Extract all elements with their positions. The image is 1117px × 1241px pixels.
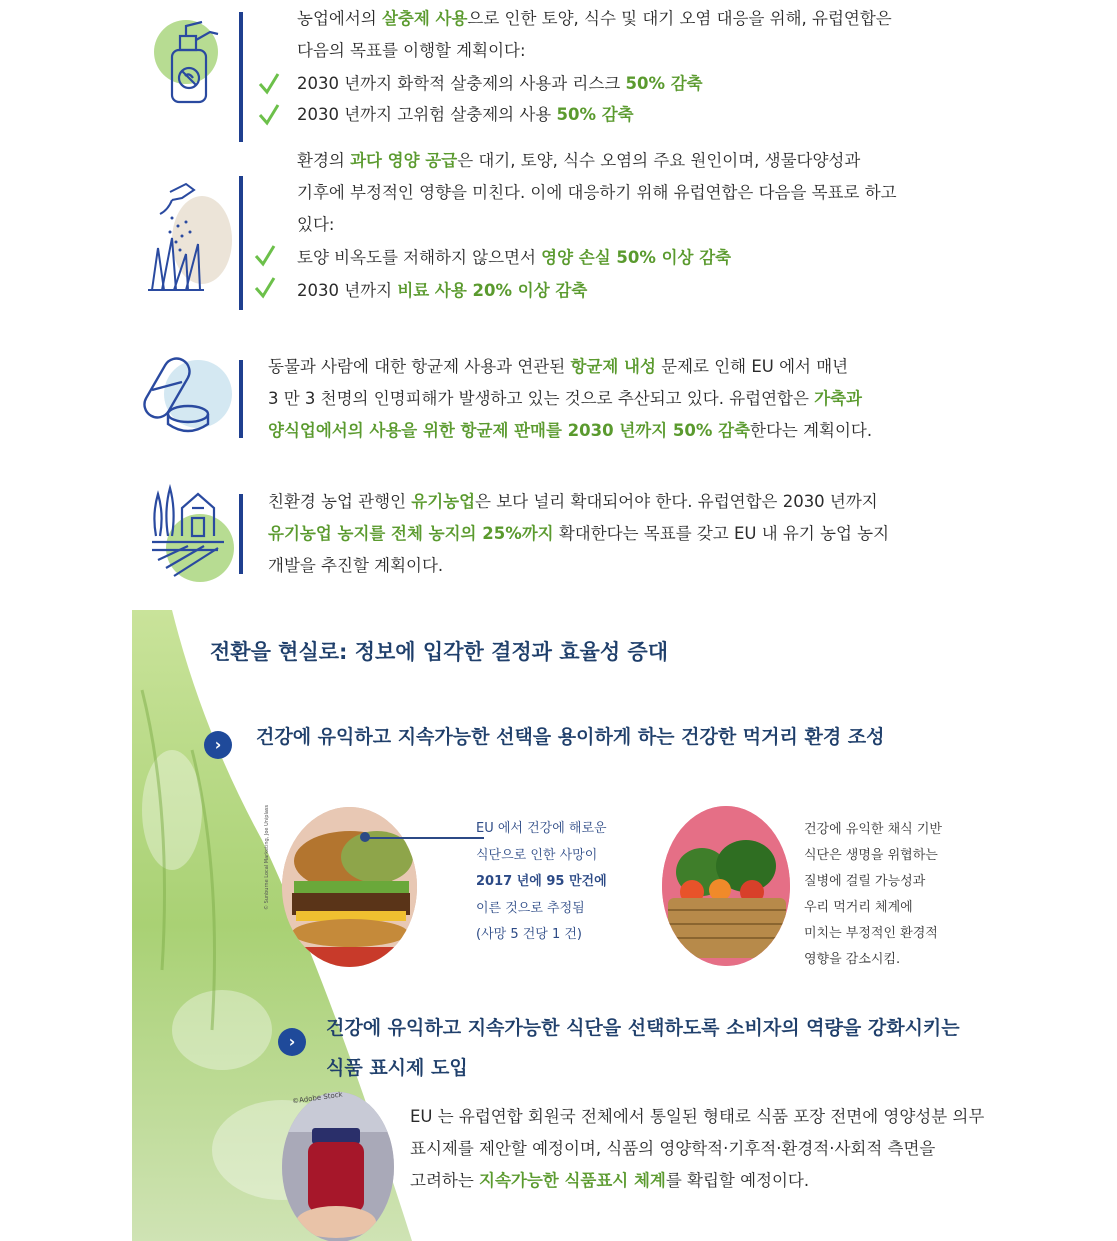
section-divider-bar xyxy=(239,12,243,142)
pesticide-goal-1: 2030 년까지 화학적 살충제의 사용과 리스크 50% 감축 xyxy=(297,74,703,93)
pesticide-goal-2: 2030 년까지 고위험 살충제의 사용 50% 감축 xyxy=(297,105,634,124)
organic-line3: 개발을 추진할 계획이다. xyxy=(268,556,444,575)
vegetables-photo xyxy=(662,806,790,966)
antimicrobial-line2: 3 만 3 천명의 인명피해가 발생하고 있는 것으로 추산되고 있다. 유럽연합은 가축과 xyxy=(268,389,862,408)
jar-photo-credit: ©Adobe Stock xyxy=(291,1090,344,1106)
burger-photo-credit: © Sunburne Local Marketing, Joe Uniplass xyxy=(264,804,270,910)
transition-panel xyxy=(132,610,1117,1241)
antimicrobial-line1: 동물과 사람에 대한 항균제 사용과 연관된 항균제 내성 문제로 인해 EU 에서 매년 xyxy=(268,357,849,376)
checkmark-icon xyxy=(258,103,280,127)
nutrient-goal-2: 2030 년까지 비료 사용 20% 이상 감축 xyxy=(297,281,588,300)
food-labelling-heading-line2: 식품 표시제 도입 xyxy=(326,1057,468,1079)
organic-line1: 친환경 농업 관행인 유기농업은 보다 널리 확대되어야 한다. 유럽연합은 2030 년까지 xyxy=(268,492,878,511)
nutrient-goal-1: 토양 비옥도를 저해하지 않으면서 영양 손실 50% 이상 감축 xyxy=(297,248,732,267)
checkmark-icon xyxy=(258,72,280,96)
antimicrobial-line3: 양식업에서의 사용을 위한 항균제 판매를 2030 년까지 50% 감축한다는 계획이다. xyxy=(268,421,873,440)
organic-line2: 유기농업 농지를 전체 농지의 25%까지 확대한다는 목표를 갖고 EU 내 유기 농업 농지 xyxy=(268,524,890,543)
labelling-line1: EU 는 유럽연합 회원국 전체에서 통일된 형태로 식품 포장 전면에 영양성분 의무 xyxy=(410,1107,985,1126)
labelling-line2: 표시제를 제안할 예정이며, 식품의 영양학적·기후적·환경적·사회적 측면을 xyxy=(410,1139,936,1158)
farm-barn-icon xyxy=(148,480,238,585)
vegetables-caption: 건강에 유익한 채식 기반 식단은 생명을 위협하는 질병에 걸릴 가능성과 우리 먹거리 체계에 미치는 부정적인 환경적 영향을 감소시킴. xyxy=(804,822,942,967)
chevron-right-icon: › xyxy=(278,1028,306,1056)
chevron-right-icon: › xyxy=(204,731,232,759)
pills-icon xyxy=(140,346,235,441)
fertilizer-hand-icon xyxy=(142,178,237,298)
pointer-line xyxy=(364,837,484,839)
section-divider-bar xyxy=(239,176,243,310)
pesticide-sprayer-icon xyxy=(150,12,230,112)
section-divider-bar xyxy=(239,360,243,438)
food-environment-heading: 건강에 유익하고 지속가능한 선택을 용이하게 하는 건강한 먹거리 환경 조성 xyxy=(256,726,885,748)
pointer-dot xyxy=(360,832,370,842)
burger-photo xyxy=(282,807,417,967)
checkmark-icon xyxy=(254,244,276,268)
jar-photo xyxy=(282,1092,394,1241)
nutrient-intro-line3: 있다: xyxy=(297,215,335,234)
burger-caption: EU 에서 건강에 해로운 식단으로 인한 사망이 2017 년에 95 만건에 이른 것으로 추정됨 (사망 5 건당 1 건) xyxy=(476,821,607,942)
pesticide-intro-line1: 농업에서의 살충제 사용으로 인한 토양, 식수 및 대기 오염 대응을 위해, 유럽연합은 xyxy=(297,9,892,28)
checkmark-icon xyxy=(254,276,276,300)
nutrient-intro-line1: 환경의 과다 영양 공급은 대기, 토양, 식수 오염의 주요 원인이며, 생물다양성과 xyxy=(297,151,861,170)
food-labelling-heading-line1: 건강에 유익하고 지속가능한 식단을 선택하도록 소비자의 역량을 강화시키는 xyxy=(326,1017,960,1039)
labelling-line3: 고려하는 지속가능한 식품표시 체계를 확립할 예정이다. xyxy=(410,1171,810,1190)
section-divider-bar xyxy=(239,494,243,574)
nutrient-intro-line2: 기후에 부정적인 영향을 미친다. 이에 대응하기 위해 유럽연합은 다음을 목표로 하고 xyxy=(297,183,897,202)
transition-heading: 전환을 현실로: 정보에 입각한 결정과 효율성 증대 xyxy=(210,640,668,664)
pesticide-intro-line2: 다음의 목표를 이행할 계획이다: xyxy=(297,41,526,60)
